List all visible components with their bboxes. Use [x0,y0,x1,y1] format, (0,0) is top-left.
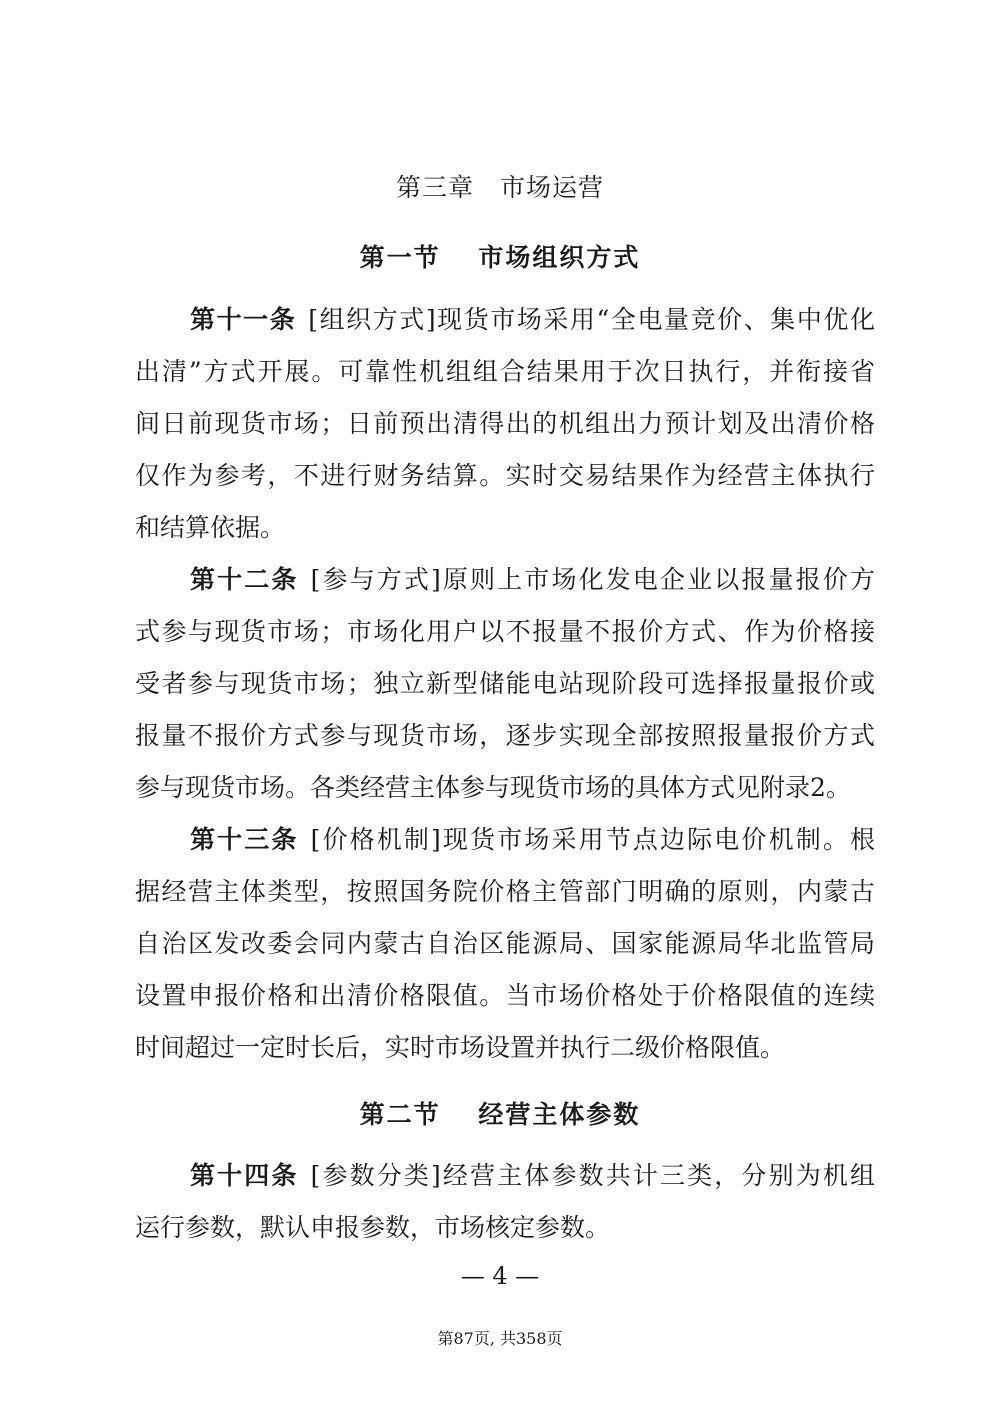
article-text: 和结算依据。 [135,513,286,542]
text-line [135,710,875,762]
text-line [135,554,875,606]
text-line [135,502,875,554]
article-text: 仅作为参考，不进行财务结算。实时交易结果作为经营主体执行 [135,461,875,490]
text-line [135,1022,875,1074]
article-text: [参与方式]原则上市场化发电企业以报量报价方 [310,565,875,594]
article-12 [135,554,875,814]
article-text: 自治区发改委会同内蒙古自治区能源局、国家能源局华北监管局 [135,929,875,958]
article-text: 时间超过一定时长后，实时市场设置并执行二级价格限值。 [135,1033,786,1062]
text-line [135,866,875,918]
article-text: 间日前现货市场；日前预出清得出的机组出力预计划及出清价格 [135,409,875,438]
article-text: [参数分类]经营主体参数共计三类，分别为机组 [310,1161,875,1190]
text-line [135,398,875,450]
article-text: 受者参与现货市场；独立新型储能电站现阶段可选择报量报价或 [135,669,875,698]
text-line [135,658,875,710]
section-title: 第二节 经营主体参数 [359,1100,641,1129]
section-title: 第一节 市场组织方式 [359,243,641,272]
article-text: 运行参数，默认申报参数，市场核定参数。 [135,1213,611,1242]
text-line [135,814,875,866]
article-14 [135,1150,875,1254]
article-text: 式参与现货市场；市场化用户以不报量不报价方式、作为价格接 [135,617,875,646]
article-text: 据经营主体类型，按照国务院价格主管部门明确的原则，内蒙古 [135,877,875,906]
text-line [135,346,875,398]
article-text: [组织方式]现货市场采用“全电量竞价、集中优化 [308,305,875,334]
article-label: 第十二条 [190,565,299,594]
text-line [135,450,875,502]
article-13 [135,814,875,1074]
article-label: 第十一条 [190,305,297,334]
text-line [135,606,875,658]
article-label: 第十四条 [190,1161,299,1190]
page-number: — 4 — [460,1262,540,1290]
article-label: 第十三条 [190,825,299,854]
text-line [135,762,875,814]
article-text: 设置申报价格和出清价格限值。当市场价格处于价格限值的连续 [135,981,875,1010]
article-text: 报量不报价方式参与现货市场，逐步实现全部按照报量报价方式 [135,721,875,750]
text-line [135,1202,875,1254]
text-line [135,970,875,1022]
article-text: 参与现货市场。各类经营主体参与现货市场的具体方式见附录2。 [135,773,851,802]
article-11 [135,294,875,554]
text-line [135,918,875,970]
text-line [135,294,875,346]
text-line [135,1150,875,1202]
chapter-title: 第三章 市场运营 [395,173,604,202]
page-footer: 第87页, 共358页 [437,1329,563,1348]
article-text: [价格机制]现货市场采用节点边际电价机制。根 [310,825,875,854]
article-text: 出清”方式开展。可靠性机组组合结果用于次日执行，并衔接省 [135,357,875,386]
